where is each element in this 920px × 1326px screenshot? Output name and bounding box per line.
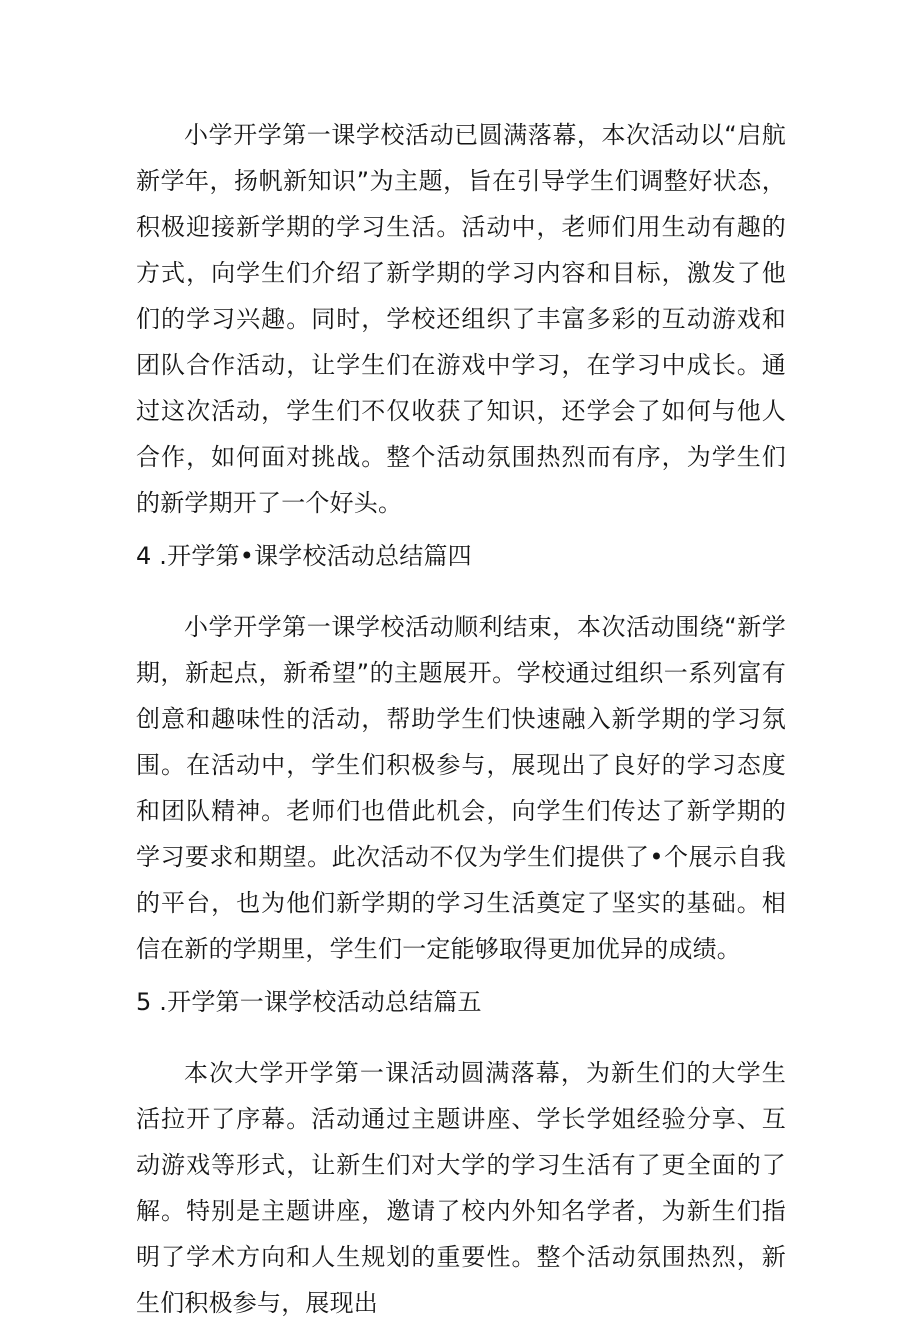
section-heading-5: 5 .开学第一课学校活动总结篇五 [136,988,482,1016]
section-heading-4: 4 .开学第•课学校活动总结篇四 [136,542,472,570]
paragraph-summary-5: 本次大学开学第一课活动圆满落幕，为新生们的大学生活拉开了序幕。活动通过主题讲座、学长学姐经验分享、互动游戏等形式，让新生们对大学的学习生活有了更全面的了解。特别是主题讲座，邀请了校内外知名学者，为新生们指明了学术方向和人生规划的重要性。整个活动氛围热烈，新生们积极参与，展现出 [136,1059,786,1317]
paragraph-summary-4: 小学开学第一课学校活动顺利结束，本次活动围绕“新学期，新起点，新希望”的主题展开。学校通过组织一系列富有创意和趣味性的活动，帮助学生们快速融入新学期的学习氛围。在活动中，学生们积极参与，展现出了良好的学习态度和团队精神。老师们也借此机会，向学生们传达了新学期的学习要求和期望。此次活动不仅为学生们提供了•个展示自我的平台，也为他们新学期的学习生活奠定了坚实的基础。相信在新的学期里，学生们一定能够取得更加优异的成绩。 [136,613,786,963]
paragraph-summary-3: 小学开学第一课学校活动已圆满落幕，本次活动以“启航新学年，扬帆新知识”为主题，旨在引导学生们调整好状态，积极迎接新学期的学习生活。活动中，老师们用生动有趣的方式，向学生们介绍了新学期的学习内容和目标，激发了他们的学习兴趣。同时，学校还组织了丰富多彩的互动游戏和团队合作活动，让学生们在游戏中学习，在学习中成长。通过这次活动，学生们不仅收获了知识，还学会了如何与他人合作，如何面对挑战。整个活动氛围热烈而有序，为学生们的新学期开了一个好头。 [136,121,786,517]
document-body [136,112,786,1326]
